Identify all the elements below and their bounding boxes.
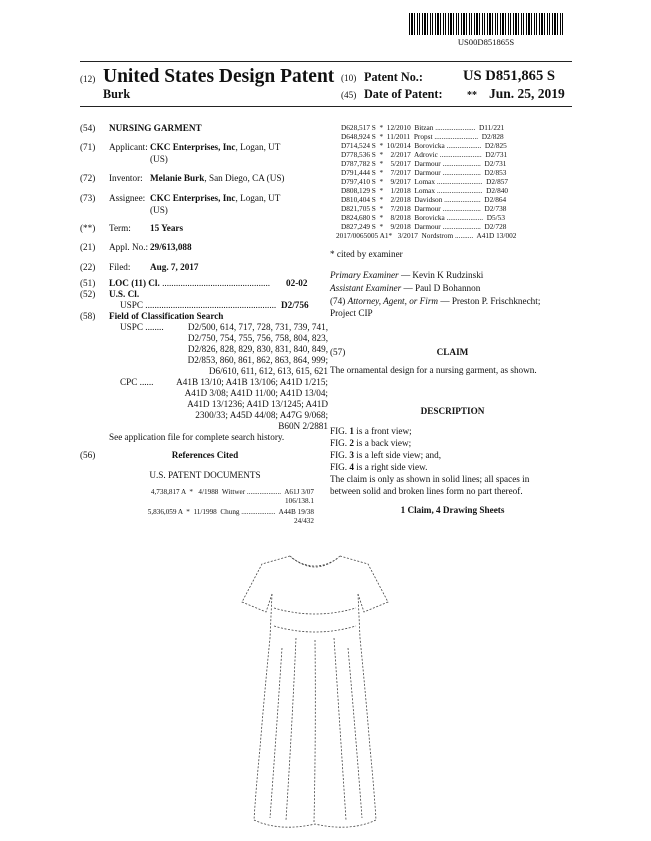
neckline: [290, 556, 340, 567]
citation-row: D628,517 S * 12/2010 Bitzan ...................... D11/221: [341, 123, 505, 132]
search-cpc-line: 2300/33; A45D 44/08; A47G 9/068;: [195, 410, 328, 420]
citation-row: D821,705 S * 7/2018 Darmour ..................... D2/738: [341, 204, 507, 213]
assignee-location: , Logan, UT: [235, 193, 281, 203]
citation-row: D791,444 S * 7/2017 Darmour ..................... D2/853: [341, 168, 507, 177]
filed-value: Aug. 7, 2017: [150, 262, 199, 272]
barcode: [409, 13, 563, 35]
uspc-value: D2/756: [281, 300, 309, 310]
assignee-country: (US): [150, 205, 168, 215]
title-value: NURSING GARMENT: [109, 123, 202, 133]
fig-prefix: FIG.: [330, 450, 350, 460]
left-code: (12): [80, 74, 96, 84]
search-uspc-line: D2/500, 614, 717, 728, 731, 739, 741,: [187, 322, 328, 332]
term-label: Term:: [109, 223, 131, 233]
claims-summary: 1 Claim, 4 Drawing Sheets: [400, 505, 505, 515]
appl-no-label: Appl. No.:: [109, 242, 149, 252]
inventor-location: , San Diego, CA (US): [204, 173, 285, 183]
date-label: Date of Patent:: [364, 87, 443, 101]
citation-row: D808,129 S * 1/2018 Lomax ......................... D2/840: [341, 186, 509, 195]
citation-row: 2017/0065005 A1* 3/2017 Nordstrom .......... A41D 13/002: [336, 231, 517, 240]
us-patent-docs-heading: U.S. PATENT DOCUMENTS: [149, 470, 261, 480]
header-rule-bottom: [80, 106, 572, 107]
citation-row: D824,680 S * 8/2018 Borovicka .................... D5/53: [341, 213, 505, 222]
term-value: 15 Years: [150, 223, 184, 233]
us-ref-line: 106/138.1: [285, 497, 314, 505]
fig-line: [330, 450, 441, 462]
applicant-country: (US): [150, 154, 168, 164]
claim-text: The ornamental design for a nursing garment, as shown.: [330, 365, 537, 375]
us-ref-line: 4,738,817 A * 4/1988 Wittwer ................... A61J 3/07: [150, 488, 314, 496]
search-cpc-line: B60N 2/2881: [278, 421, 328, 431]
fold-line: [334, 638, 346, 820]
attorney-line2: Project CIP: [330, 308, 373, 318]
solid-lines-note: The claim is only as shown in solid lines; all spaces in: [330, 474, 530, 484]
f56-code: (56): [80, 450, 96, 460]
description-heading: DESCRIPTION: [420, 406, 485, 416]
inventor-label: Inventor:: [109, 173, 143, 183]
left-side-seam: [254, 594, 272, 820]
attorney-label: Attorney, Agent, or Firm: [347, 296, 439, 306]
date-code: (45): [341, 90, 357, 100]
fig-number: 2: [349, 438, 354, 448]
f72-code: (72): [80, 173, 96, 183]
search-cpc-line: A41D 3/08; A41D 11/00; A41D 13/04;: [184, 388, 328, 398]
search-uspc-line: D2/853, 860, 861, 862, 863, 864, 999;: [187, 355, 328, 365]
assignee-name: CKC Enterprises, Inc: [150, 193, 236, 203]
garment-drawing: [220, 548, 410, 838]
uspc-label: USPC: [120, 300, 143, 310]
right-side-seam: [358, 594, 376, 820]
us-ref-line: 24/432: [294, 517, 314, 525]
citation-row: D827,249 S * 9/2018 Darmour ..................... D2/728: [341, 222, 507, 231]
inventor-name: Melanie Burk: [150, 173, 205, 183]
citation-row: D787,782 S * 5/2017 Darmour ..................... D2/731: [341, 159, 507, 168]
us-ref-line: 5,836,059 A * 11/1998 Chung ................... A44B 19/38: [147, 508, 314, 516]
loc-value: 02-02: [286, 278, 308, 288]
f51-code: (51): [80, 278, 96, 288]
patent-no-value: US D851,865 S: [463, 68, 556, 84]
term-code: (**): [80, 223, 96, 233]
fig-prefix: FIG.: [330, 426, 350, 436]
citation-row: D648,924 S * 11/2011 Propst ........................ D2/828: [341, 132, 504, 141]
us-cl-label: U.S. Cl.: [109, 289, 140, 299]
fig-caption: is a front view;: [354, 426, 412, 436]
fig-line: [330, 426, 412, 438]
fig-caption: is a back view;: [354, 438, 412, 448]
search-uspc-line: D2/826, 828, 829, 830, 831, 840, 849,: [187, 344, 328, 354]
right-shoulder: [340, 556, 388, 612]
filed-label: Filed:: [109, 262, 131, 272]
solid-lines-note: between solid and broken lines form no part thereof.: [330, 486, 523, 496]
f52-code: (52): [80, 289, 96, 299]
field-search-label: Field of Classification Search: [109, 311, 224, 321]
neckline-inner: [292, 558, 338, 566]
assistant-examiner-value: — Paul D Bohannon: [401, 283, 481, 293]
assignee-label: Assignee:: [109, 193, 146, 203]
primary-examiner-label: Primary Examiner: [330, 270, 399, 280]
fold-line: [314, 640, 315, 822]
applicant-name: CKC Enterprises, Inc: [150, 142, 236, 152]
cited-by-examiner-note: * cited by examiner: [330, 249, 403, 259]
f58-code: (58): [80, 311, 96, 321]
references-cited-heading: References Cited: [171, 450, 239, 460]
fig-caption: is a right side view.: [354, 462, 428, 472]
f21-code: (21): [80, 242, 96, 252]
search-cpc-line: A41D 13/1236; A41D 13/1245; A41D: [187, 399, 328, 409]
bust-line: [274, 608, 356, 614]
f71-code: (71): [80, 142, 96, 152]
underbust-line: [274, 626, 356, 632]
inventor-short: Burk: [103, 87, 131, 101]
fold-line: [286, 638, 296, 820]
date-value: Jun. 25, 2019: [489, 86, 565, 101]
patent-type-title: United States Design Patent: [103, 66, 335, 87]
applicant-label: Applicant:: [109, 142, 148, 152]
loc-label: LOC (11) Cl.: [109, 278, 160, 288]
applicant-location: , Logan, UT: [235, 142, 281, 152]
fig-line: [330, 462, 427, 474]
assistant-examiner-label: Assistant Examiner: [330, 283, 402, 293]
fig-line: [330, 438, 411, 450]
attorney-code: (74): [330, 296, 346, 306]
loc-dots: ...............................................: [159, 278, 271, 288]
fig-prefix: FIG.: [330, 462, 350, 472]
citation-row: D797,410 S * 9/2017 Lomax ......................... D2/857: [341, 177, 509, 186]
claim-heading: CLAIM: [436, 347, 469, 357]
citation-row: D714,524 S * 10/2014 Borovicka ................... D2/825: [341, 141, 507, 150]
fig-number: 1: [349, 426, 354, 436]
f54-code: (54): [80, 123, 96, 133]
f73-code: (73): [80, 193, 96, 203]
patent-no-label: Patent No.:: [364, 70, 423, 84]
appl-no-value: 29/613,088: [150, 242, 192, 252]
primary-examiner-value: — Kevin K Rudzinski: [398, 270, 484, 280]
fig-prefix: FIG.: [330, 438, 350, 448]
patent-no-code: (10): [341, 73, 357, 83]
fig-caption: is a left side view; and,: [354, 450, 442, 460]
date-stars: **: [467, 90, 477, 101]
fold-line: [348, 648, 362, 818]
fig-number: 4: [349, 462, 354, 472]
hem: [254, 820, 376, 827]
citation-row: D778,536 S * 2/2017 Adrovic ....................... D2/731: [341, 150, 508, 159]
uspc-dots: .........................................................: [142, 300, 277, 310]
claim-code: (57): [330, 347, 346, 357]
barcode-text: US00D851865S: [457, 37, 515, 47]
header-rule-top: [80, 61, 572, 62]
search-uspc-line: D6/610, 611, 612, 613, 615, 621: [208, 366, 328, 376]
fold-line: [270, 648, 282, 818]
citation-row: D810,404 S * 2/2018 Davidson .................... D2/864: [341, 195, 507, 204]
f22-code: (22): [80, 262, 96, 272]
left-shoulder: [242, 556, 290, 612]
search-uspc-label: USPC ........: [120, 322, 164, 332]
search-uspc-line: D2/750, 754, 755, 756, 758, 804, 823,: [187, 333, 328, 343]
search-cpc-label: CPC ......: [120, 377, 154, 387]
attorney-value: — Preston P. Frischknecht;: [438, 296, 541, 306]
search-history-note: See application file for complete search history.: [109, 432, 285, 442]
fig-number: 3: [349, 450, 354, 460]
search-cpc-line: A41B 13/10; A41B 13/106; A41D 1/215;: [176, 377, 328, 387]
